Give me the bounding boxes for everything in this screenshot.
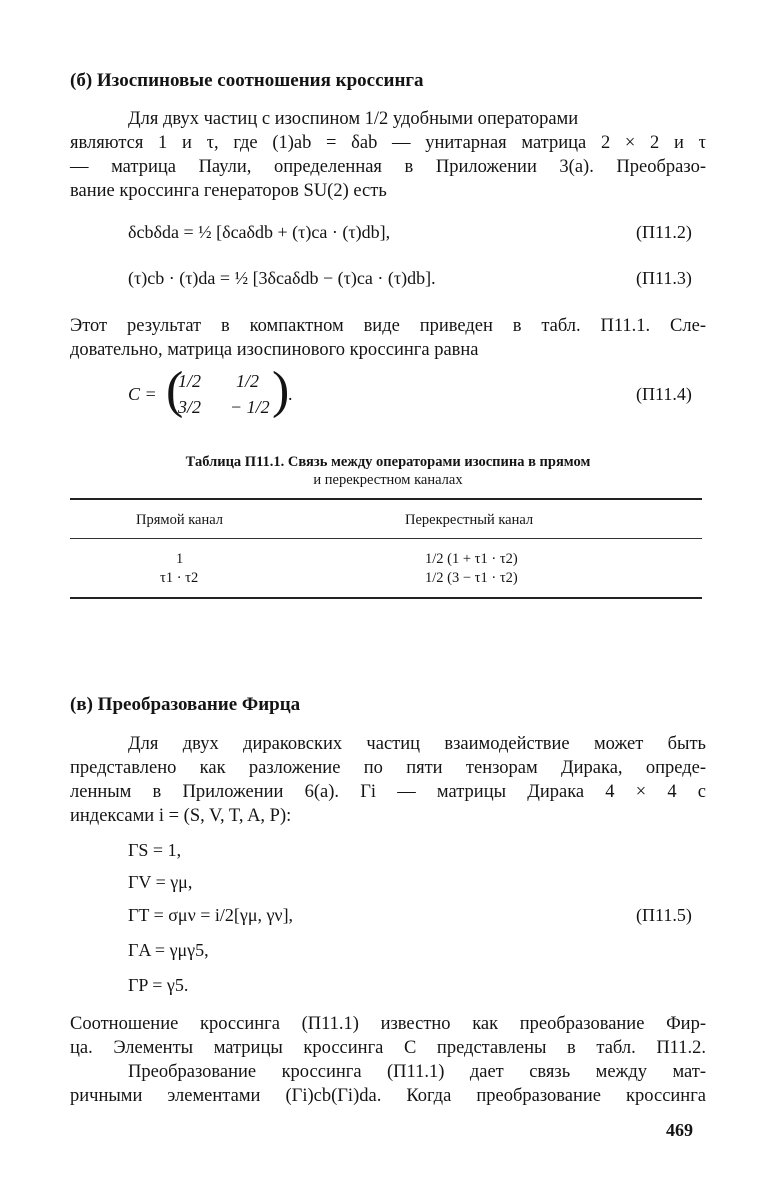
table-bottom-rule <box>70 597 702 599</box>
table-header-rule <box>70 538 702 539</box>
matrix-right-paren: ) <box>272 362 290 419</box>
section-b-para1-line2: являются 1 и τ, где (1)ab = δab — унитарная матрица 2 × 2 и τ <box>70 133 706 153</box>
matrix-cell-11: 1/2 <box>178 371 202 391</box>
section-b-para2-line1: Этот результат в компактном виде приведен в табл. П11.1. Сле- <box>70 316 706 336</box>
section-c-para1-line3: ленным в Приложении 6(а). Γi — матрицы Дирака 4 × 4 с <box>70 782 706 802</box>
section-c-heading: (в) Преобразование Фирца <box>70 694 301 715</box>
section-c-para1-line2: представлено как разложение по пяти тензорам Дирака, опреде- <box>70 758 706 778</box>
equation-p11-3: (τ)cb · (τ)da = ½ [3δcaδdb − (τ)ca · (τ)db]. <box>128 268 436 288</box>
table-row2-crossed: 1/2 (3 − τ1 · τ2) <box>425 570 518 586</box>
equation-number-p11-3: (П11.3) <box>636 268 692 288</box>
section-b-para1-line1: Для двух частиц с изоспином 1/2 удобными операторами <box>128 109 579 129</box>
matrix-cell-12: 1/2 <box>236 371 260 391</box>
equation-p11-2: δcbδda = ½ [δcaδdb + (τ)ca · (τ)db], <box>128 222 391 242</box>
gamma-t: ΓT = σμν = i/2[γμ, γν], <box>128 905 294 925</box>
table-header-crossed: Перекрестный канал <box>405 512 534 528</box>
matrix-lhs: C = <box>128 384 157 404</box>
table-caption-line1: Таблица П11.1. Связь между операторами изоспина в прямом <box>185 454 591 470</box>
section-c-para2-line3: Преобразование кроссинга (П11.1) дает связь между мат- <box>128 1062 706 1082</box>
section-c-para2-line2: ца. Элементы матрицы кроссинга C представлены в табл. П11.2. <box>70 1038 706 1058</box>
section-c-para1-line1: Для двух дираковских частиц взаимодействие может быть <box>128 734 706 754</box>
matrix-cell-21: 3/2 <box>178 397 202 417</box>
table-header-direct: Прямой канал <box>136 512 224 528</box>
matrix-tail: . <box>288 384 293 404</box>
page-number: 469 <box>666 1120 693 1140</box>
table-row1-direct: 1 <box>176 551 184 567</box>
matrix-cell-22: − 1/2 <box>230 397 270 417</box>
table-top-rule <box>70 498 702 500</box>
equation-number-p11-5: (П11.5) <box>636 905 692 925</box>
table-caption-line2: и перекрестном каналах <box>313 472 463 488</box>
section-c-para2-line4: ричными элементами (Γi)cb(Γi)da. Когда преобразование кроссинга <box>70 1086 706 1106</box>
equation-number-p11-2: (П11.2) <box>636 222 692 242</box>
gamma-s: ΓS = 1, <box>128 840 182 860</box>
gamma-p: ΓP = γ5. <box>128 975 189 995</box>
section-c-para2-line1: Соотношение кроссинга (П11.1) известно как преобразование Фир- <box>70 1014 706 1034</box>
table-row1-crossed: 1/2 (1 + τ1 · τ2) <box>425 551 518 567</box>
gamma-v: ΓV = γμ, <box>128 872 193 892</box>
section-b-para2-line2: довательно, матрица изоспинового кроссинга равна <box>70 340 479 360</box>
equation-number-p11-4: (П11.4) <box>636 384 692 404</box>
table-row2-direct: τ1 · τ2 <box>160 570 199 586</box>
section-b-para1-line4: вание кроссинга генераторов SU(2) есть <box>70 181 387 201</box>
section-c-para1-line4: индексами i = (S, V, T, A, P): <box>70 806 292 826</box>
matrix-left-paren: ( <box>166 362 184 419</box>
section-b-heading: (б) Изоспиновые соотношения кроссинга <box>70 70 424 91</box>
gamma-a: ΓA = γμγ5, <box>128 940 209 960</box>
section-b-para1-line3: — матрица Паули, определенная в Приложении 3(а). Преобразо- <box>70 157 706 177</box>
